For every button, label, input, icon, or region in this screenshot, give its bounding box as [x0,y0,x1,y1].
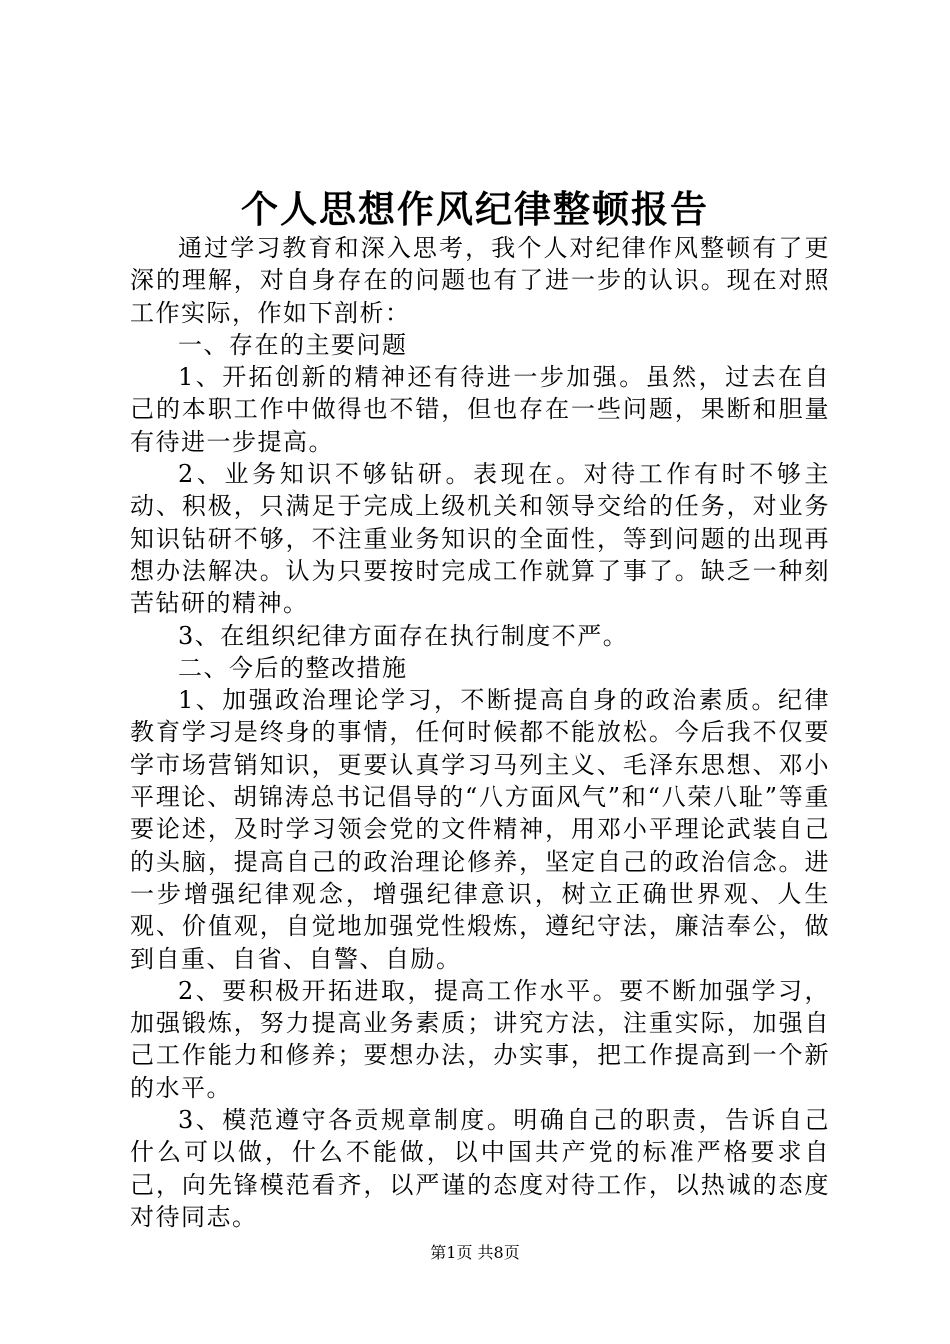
paragraph-problem-2: 2、业务知识不够钻研。表现在。对待工作有时不够主动、积极，只满足于完成上级机关和领导交给的任务，对业务知识钻研不够，不注重业务知识的全面性，等到问题的出现再想办法解决。认为只要按时完成工作就算了事了。缺乏一种刻苦钻研的精神。 [130,460,830,618]
paragraph-problem-1: 1、开拓创新的精神还有待进一步加强。虽然，过去在自己的本职工作中做得也不错，但也存在一些问题，果断和胆量有待进一步提高。 [130,363,830,456]
paragraph-measure-2: 2、要积极开拓进取，提高工作水平。要不断加强学习，加强锻炼，努力提高业务素质；讲究方法，注重实际，加强自己工作能力和修养；要想办法，办实事，把工作提高到一个新的水平。 [130,976,830,1102]
paragraph-measure-1: 1、加强政治理论学习，不断提高自身的政治素质。纪律教育学习是终身的事情，任何时候都不能放松。今后我不仅要学市场营销知识，更要认真学习马列主义、毛泽东思想、邓小平理论、胡锦涛总书记倡导的“八方面风气”和“八荣八耻”等重要论述，及时学习领会党的文件精神，用邓小平理论武装自己的头脑，提高自己的政治理论修养，坚定自己的政治信念。进一步增强纪律观念，增强纪律意识，树立正确世界观、人生观、价值观，自觉地加强党性煅炼，遵纪守法，廉洁奉公，做到自重、自省、自警、自励。 [130,686,830,973]
paragraph-intro: 通过学习教育和深入思考，我个人对纪律作风整顿有了更深的理解，对自身存在的问题也有了进一步的认识。现在对照工作实际，作如下剖析： [130,234,830,327]
paragraph-problem-3: 3、在组织纪律方面存在执行制度不严。 [178,621,629,650]
section-heading-measures: 二、今后的整改措施 [178,653,408,682]
paragraph-measure-3: 3、模范遵守各贡规章制度。明确自己的职责，告诉自己什么可以做，什么不能做，以中国共产党的标准严格要求自己，向先锋模范看齐，以严谨的态度对待工作，以热诚的态度对待同志。 [130,1106,830,1231]
page-footer: 第1页 共8页 [430,1243,520,1262]
document-body [130,232,830,1233]
document-title: 个人思想作风纪律整顿报告 [241,187,709,231]
section-heading-problems: 一、存在的主要问题 [178,330,408,359]
